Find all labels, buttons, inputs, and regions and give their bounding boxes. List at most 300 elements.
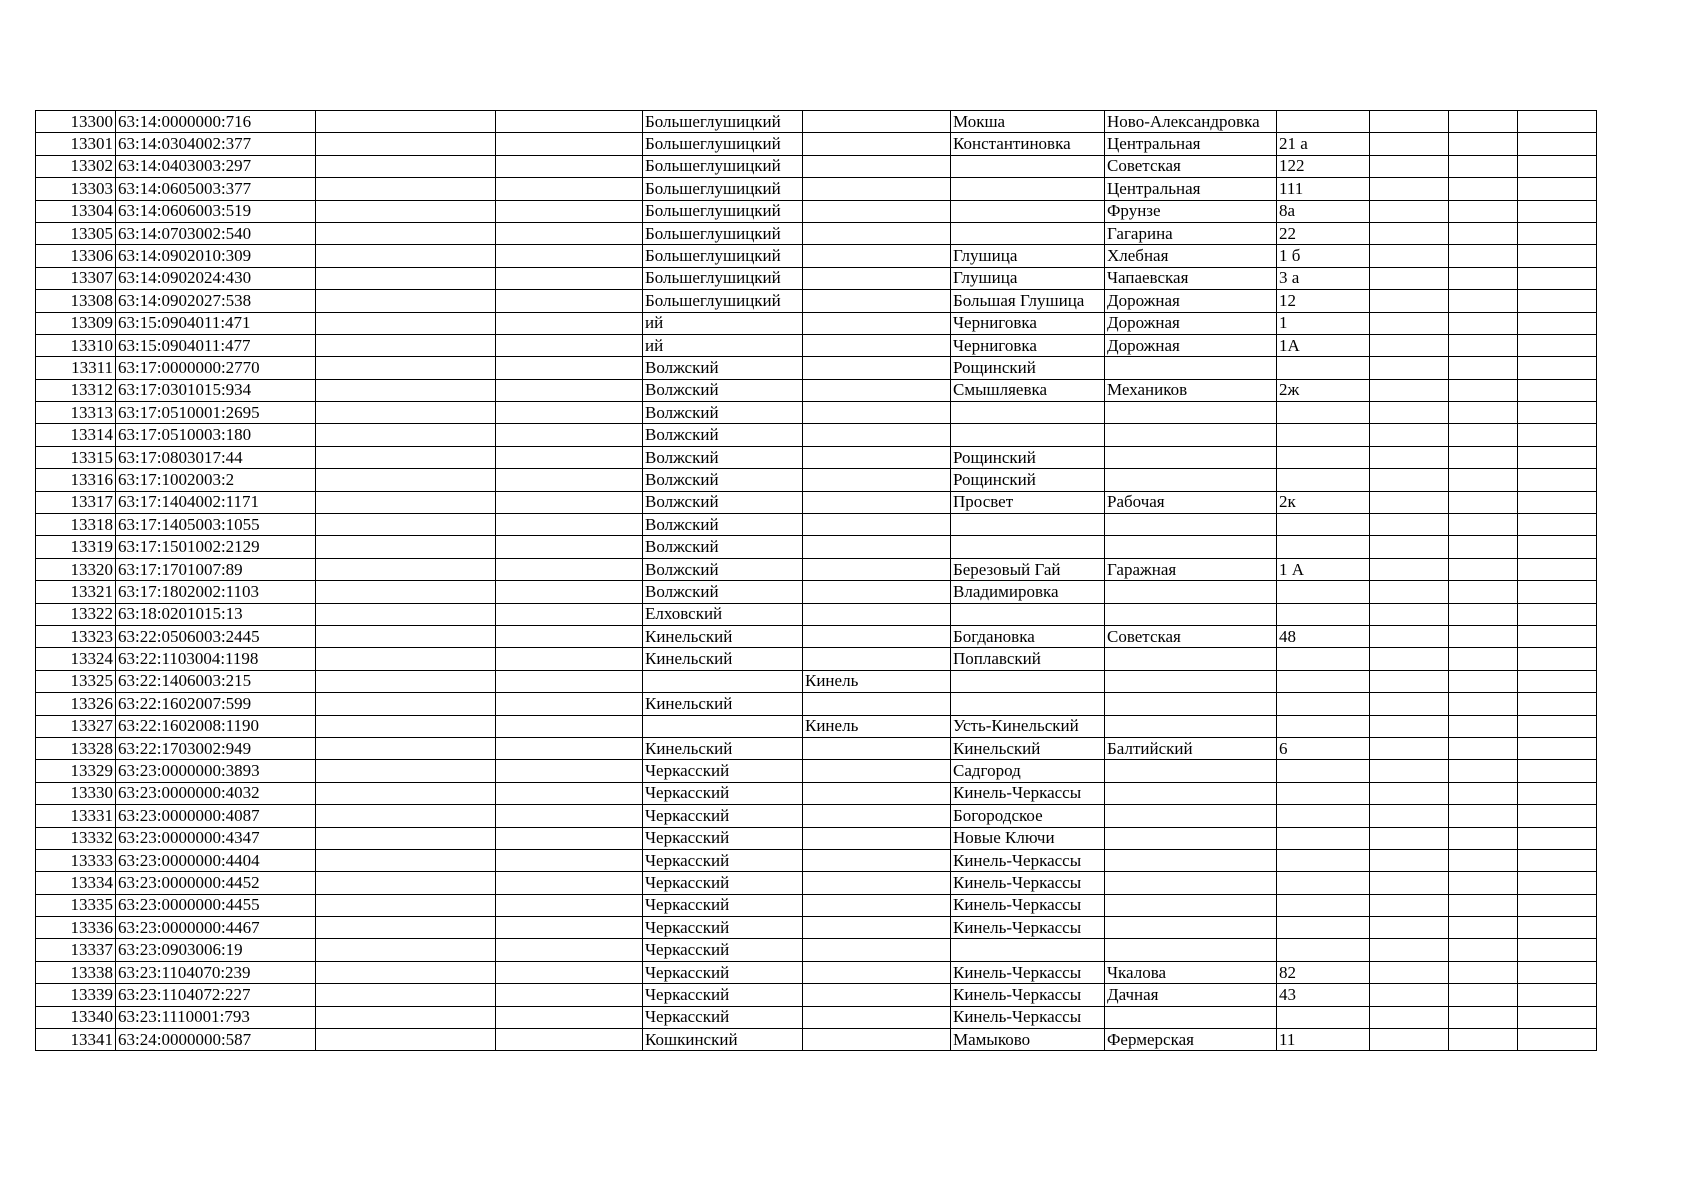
row-number-cell: 13336 <box>36 917 116 939</box>
empty-cell-a <box>316 693 496 715</box>
street-cell <box>1105 402 1277 424</box>
empty-cell-c <box>1370 514 1449 536</box>
table-row <box>36 1029 1597 1051</box>
locality-cell: Рощинский <box>951 446 1105 468</box>
table-row <box>36 872 1597 894</box>
empty-cell-e <box>1518 984 1597 1006</box>
empty-cell-c <box>1370 1029 1449 1051</box>
street-cell <box>1105 469 1277 491</box>
house-cell: 1 А <box>1277 558 1370 580</box>
empty-cell-b <box>496 446 643 468</box>
row-number-cell: 13317 <box>36 491 116 513</box>
table-row <box>36 961 1597 983</box>
row-number-cell: 13330 <box>36 782 116 804</box>
cadastral-number-cell: 63:14:0605003:377 <box>116 178 316 200</box>
city-cell <box>803 1006 951 1028</box>
city-cell <box>803 805 951 827</box>
empty-cell-d <box>1449 760 1518 782</box>
empty-cell-a <box>316 558 496 580</box>
district-cell: Волжский <box>643 536 803 558</box>
locality-cell: Смышляевка <box>951 379 1105 401</box>
empty-cell-b <box>496 603 643 625</box>
street-cell: Дорожная <box>1105 290 1277 312</box>
table-row <box>36 581 1597 603</box>
empty-cell-a <box>316 357 496 379</box>
row-number-cell: 13333 <box>36 849 116 871</box>
empty-cell-d <box>1449 917 1518 939</box>
table-row <box>36 939 1597 961</box>
empty-cell-a <box>316 894 496 916</box>
table-row <box>36 334 1597 356</box>
empty-cell-e <box>1518 625 1597 647</box>
row-number-cell: 13307 <box>36 267 116 289</box>
empty-cell-a <box>316 939 496 961</box>
row-number-cell: 13306 <box>36 245 116 267</box>
row-number-cell: 13340 <box>36 1006 116 1028</box>
table-row <box>36 603 1597 625</box>
empty-cell-a <box>316 670 496 692</box>
city-cell <box>803 939 951 961</box>
empty-cell-c <box>1370 357 1449 379</box>
empty-cell-e <box>1518 917 1597 939</box>
city-cell <box>803 514 951 536</box>
empty-cell-c <box>1370 469 1449 491</box>
locality-cell: Черниговка <box>951 312 1105 334</box>
empty-cell-e <box>1518 424 1597 446</box>
locality-cell: Новые Ключи <box>951 827 1105 849</box>
house-cell <box>1277 514 1370 536</box>
house-cell <box>1277 581 1370 603</box>
empty-cell-d <box>1449 693 1518 715</box>
empty-cell-b <box>496 178 643 200</box>
cadastral-number-cell: 63:24:0000000:587 <box>116 1029 316 1051</box>
empty-cell-a <box>316 469 496 491</box>
table-row <box>36 984 1597 1006</box>
street-cell <box>1105 514 1277 536</box>
empty-cell-d <box>1449 581 1518 603</box>
cadastral-number-cell: 63:17:0510001:2695 <box>116 402 316 424</box>
city-cell <box>803 1029 951 1051</box>
locality-cell: Глушица <box>951 267 1105 289</box>
cadastral-number-cell: 63:17:1701007:89 <box>116 558 316 580</box>
empty-cell-a <box>316 446 496 468</box>
empty-cell-b <box>496 961 643 983</box>
street-cell <box>1105 1006 1277 1028</box>
house-cell <box>1277 894 1370 916</box>
house-cell <box>1277 424 1370 446</box>
table-row <box>36 133 1597 155</box>
table-row <box>36 245 1597 267</box>
district-cell: Большеглушицкий <box>643 133 803 155</box>
district-cell: Большеглушицкий <box>643 267 803 289</box>
district-cell: Черкасский <box>643 805 803 827</box>
locality-cell: Кинель-Черкассы <box>951 872 1105 894</box>
city-cell <box>803 894 951 916</box>
empty-cell-d <box>1449 267 1518 289</box>
empty-cell-d <box>1449 402 1518 424</box>
row-number-cell: 13332 <box>36 827 116 849</box>
empty-cell-e <box>1518 536 1597 558</box>
locality-cell: Мамыково <box>951 1029 1105 1051</box>
empty-cell-d <box>1449 536 1518 558</box>
house-cell: 111 <box>1277 178 1370 200</box>
locality-cell <box>951 514 1105 536</box>
empty-cell-e <box>1518 133 1597 155</box>
empty-cell-d <box>1449 379 1518 401</box>
empty-cell-a <box>316 402 496 424</box>
street-cell <box>1105 827 1277 849</box>
district-cell: Черкасский <box>643 782 803 804</box>
table-row <box>36 312 1597 334</box>
cadastral-number-cell: 63:17:0510003:180 <box>116 424 316 446</box>
empty-cell-e <box>1518 111 1597 133</box>
locality-cell: Рощинский <box>951 357 1105 379</box>
city-cell <box>803 155 951 177</box>
empty-cell-c <box>1370 648 1449 670</box>
row-number-cell: 13300 <box>36 111 116 133</box>
city-cell <box>803 178 951 200</box>
district-cell: Кинельский <box>643 737 803 759</box>
table-row <box>36 849 1597 871</box>
empty-cell-c <box>1370 379 1449 401</box>
empty-cell-d <box>1449 603 1518 625</box>
city-cell <box>803 849 951 871</box>
city-cell <box>803 760 951 782</box>
cadastral-number-cell: 63:23:1110001:793 <box>116 1006 316 1028</box>
district-cell: Волжский <box>643 558 803 580</box>
empty-cell-b <box>496 469 643 491</box>
empty-cell-a <box>316 961 496 983</box>
cadastral-number-cell: 63:17:0803017:44 <box>116 446 316 468</box>
empty-cell-e <box>1518 290 1597 312</box>
table-row <box>36 111 1597 133</box>
street-cell: Гаражная <box>1105 558 1277 580</box>
city-cell <box>803 357 951 379</box>
house-cell <box>1277 402 1370 424</box>
empty-cell-c <box>1370 917 1449 939</box>
city-cell <box>803 200 951 222</box>
district-cell: Волжский <box>643 514 803 536</box>
empty-cell-b <box>496 827 643 849</box>
house-cell <box>1277 469 1370 491</box>
empty-cell-e <box>1518 581 1597 603</box>
row-number-cell: 13322 <box>36 603 116 625</box>
city-cell <box>803 245 951 267</box>
empty-cell-e <box>1518 1029 1597 1051</box>
city-cell <box>803 917 951 939</box>
row-number-cell: 13314 <box>36 424 116 446</box>
empty-cell-e <box>1518 402 1597 424</box>
empty-cell-c <box>1370 603 1449 625</box>
table-row <box>36 693 1597 715</box>
empty-cell-d <box>1449 491 1518 513</box>
city-cell <box>803 312 951 334</box>
locality-cell: Просвет <box>951 491 1105 513</box>
empty-cell-b <box>496 760 643 782</box>
row-number-cell: 13313 <box>36 402 116 424</box>
empty-cell-c <box>1370 581 1449 603</box>
house-cell: 12 <box>1277 290 1370 312</box>
city-cell <box>803 379 951 401</box>
empty-cell-d <box>1449 939 1518 961</box>
street-cell: Дорожная <box>1105 334 1277 356</box>
street-cell <box>1105 693 1277 715</box>
empty-cell-a <box>316 424 496 446</box>
table-row <box>36 648 1597 670</box>
empty-cell-b <box>496 402 643 424</box>
house-cell: 2ж <box>1277 379 1370 401</box>
empty-cell-d <box>1449 469 1518 491</box>
table-row <box>36 379 1597 401</box>
empty-cell-e <box>1518 155 1597 177</box>
district-cell: Большеглушицкий <box>643 290 803 312</box>
street-cell: Рабочая <box>1105 491 1277 513</box>
house-cell: 2к <box>1277 491 1370 513</box>
district-cell: Волжский <box>643 424 803 446</box>
row-number-cell: 13319 <box>36 536 116 558</box>
cadastral-number-cell: 63:14:0902027:538 <box>116 290 316 312</box>
street-cell <box>1105 805 1277 827</box>
empty-cell-b <box>496 491 643 513</box>
row-number-cell: 13318 <box>36 514 116 536</box>
house-cell: 82 <box>1277 961 1370 983</box>
locality-cell: Кинель-Черкассы <box>951 917 1105 939</box>
city-cell <box>803 693 951 715</box>
district-cell: Черкасский <box>643 917 803 939</box>
locality-cell: Кинель-Черкассы <box>951 984 1105 1006</box>
city-cell <box>803 984 951 1006</box>
locality-cell: Кинель-Черкассы <box>951 849 1105 871</box>
data-table <box>35 110 1597 1051</box>
cadastral-number-cell: 63:17:0000000:2770 <box>116 357 316 379</box>
empty-cell-d <box>1449 648 1518 670</box>
house-cell: 1А <box>1277 334 1370 356</box>
district-cell: Большеглушицкий <box>643 245 803 267</box>
empty-cell-c <box>1370 290 1449 312</box>
row-number-cell: 13325 <box>36 670 116 692</box>
district-cell: Волжский <box>643 402 803 424</box>
street-cell <box>1105 603 1277 625</box>
empty-cell-d <box>1449 894 1518 916</box>
district-cell: Волжский <box>643 357 803 379</box>
district-cell: Волжский <box>643 491 803 513</box>
house-cell: 8а <box>1277 200 1370 222</box>
row-number-cell: 13331 <box>36 805 116 827</box>
empty-cell-b <box>496 290 643 312</box>
empty-cell-a <box>316 111 496 133</box>
empty-cell-c <box>1370 737 1449 759</box>
street-cell <box>1105 760 1277 782</box>
empty-cell-c <box>1370 424 1449 446</box>
house-cell: 43 <box>1277 984 1370 1006</box>
city-cell <box>803 111 951 133</box>
empty-cell-a <box>316 625 496 647</box>
empty-cell-c <box>1370 872 1449 894</box>
empty-cell-e <box>1518 200 1597 222</box>
city-cell <box>803 491 951 513</box>
table-row <box>36 782 1597 804</box>
city-cell <box>803 267 951 289</box>
table-row <box>36 424 1597 446</box>
empty-cell-e <box>1518 849 1597 871</box>
cadastral-number-cell: 63:18:0201015:13 <box>116 603 316 625</box>
empty-cell-c <box>1370 693 1449 715</box>
city-cell <box>803 402 951 424</box>
house-cell <box>1277 111 1370 133</box>
empty-cell-b <box>496 648 643 670</box>
empty-cell-b <box>496 849 643 871</box>
empty-cell-a <box>316 379 496 401</box>
empty-cell-a <box>316 782 496 804</box>
empty-cell-d <box>1449 245 1518 267</box>
locality-cell: Большая Глушица <box>951 290 1105 312</box>
empty-cell-a <box>316 984 496 1006</box>
locality-cell: Кинель-Черкассы <box>951 894 1105 916</box>
cadastral-number-cell: 63:14:0304002:377 <box>116 133 316 155</box>
street-cell: Фрунзе <box>1105 200 1277 222</box>
empty-cell-e <box>1518 446 1597 468</box>
cadastral-number-cell: 63:17:1405003:1055 <box>116 514 316 536</box>
cadastral-number-cell: 63:23:0000000:3893 <box>116 760 316 782</box>
table-row <box>36 469 1597 491</box>
row-number-cell: 13303 <box>36 178 116 200</box>
district-cell: Волжский <box>643 469 803 491</box>
locality-cell: Мокша <box>951 111 1105 133</box>
empty-cell-a <box>316 200 496 222</box>
locality-cell <box>951 939 1105 961</box>
empty-cell-d <box>1449 222 1518 244</box>
empty-cell-a <box>316 133 496 155</box>
street-cell: Гагарина <box>1105 222 1277 244</box>
locality-cell: Константиновка <box>951 133 1105 155</box>
empty-cell-e <box>1518 760 1597 782</box>
cadastral-number-cell: 63:17:1802002:1103 <box>116 581 316 603</box>
empty-cell-c <box>1370 267 1449 289</box>
cadastral-number-cell: 63:23:0000000:4347 <box>116 827 316 849</box>
street-cell: Центральная <box>1105 133 1277 155</box>
row-number-cell: 13338 <box>36 961 116 983</box>
empty-cell-c <box>1370 894 1449 916</box>
empty-cell-b <box>496 514 643 536</box>
district-cell: Черкасский <box>643 760 803 782</box>
house-cell <box>1277 693 1370 715</box>
row-number-cell: 13339 <box>36 984 116 1006</box>
district-cell: Елховский <box>643 603 803 625</box>
city-cell <box>803 446 951 468</box>
empty-cell-d <box>1449 111 1518 133</box>
district-cell: Кинельский <box>643 625 803 647</box>
row-number-cell: 13315 <box>36 446 116 468</box>
empty-cell-b <box>496 917 643 939</box>
empty-cell-e <box>1518 670 1597 692</box>
table-row <box>36 200 1597 222</box>
table-row <box>36 446 1597 468</box>
empty-cell-e <box>1518 558 1597 580</box>
house-cell <box>1277 715 1370 737</box>
empty-cell-a <box>316 155 496 177</box>
table-row <box>36 894 1597 916</box>
empty-cell-d <box>1449 984 1518 1006</box>
table-row <box>36 805 1597 827</box>
cadastral-number-cell: 63:22:1406003:215 <box>116 670 316 692</box>
district-cell <box>643 715 803 737</box>
locality-cell <box>951 200 1105 222</box>
empty-cell-e <box>1518 491 1597 513</box>
table-row <box>36 267 1597 289</box>
cadastral-number-cell: 63:15:0904011:477 <box>116 334 316 356</box>
cadastral-number-cell: 63:22:0506003:2445 <box>116 625 316 647</box>
street-cell <box>1105 917 1277 939</box>
table-row <box>36 670 1597 692</box>
row-number-cell: 13326 <box>36 693 116 715</box>
table-row <box>36 178 1597 200</box>
empty-cell-c <box>1370 334 1449 356</box>
row-number-cell: 13320 <box>36 558 116 580</box>
empty-cell-e <box>1518 961 1597 983</box>
table-row <box>36 827 1597 849</box>
city-cell <box>803 469 951 491</box>
empty-cell-e <box>1518 334 1597 356</box>
empty-cell-d <box>1449 424 1518 446</box>
house-cell: 3 а <box>1277 267 1370 289</box>
empty-cell-d <box>1449 849 1518 871</box>
district-cell: Большеглушицкий <box>643 178 803 200</box>
empty-cell-d <box>1449 737 1518 759</box>
empty-cell-e <box>1518 872 1597 894</box>
empty-cell-a <box>316 760 496 782</box>
empty-cell-c <box>1370 782 1449 804</box>
table-body <box>36 111 1597 1051</box>
locality-cell: Березовый Гай <box>951 558 1105 580</box>
empty-cell-c <box>1370 491 1449 513</box>
row-number-cell: 13334 <box>36 872 116 894</box>
empty-cell-e <box>1518 469 1597 491</box>
empty-cell-c <box>1370 133 1449 155</box>
cadastral-number-cell: 63:14:0000000:716 <box>116 111 316 133</box>
street-cell <box>1105 581 1277 603</box>
city-cell <box>803 625 951 647</box>
row-number-cell: 13316 <box>36 469 116 491</box>
cadastral-number-cell: 63:23:0000000:4032 <box>116 782 316 804</box>
street-cell <box>1105 894 1277 916</box>
cadastral-number-cell: 63:23:0000000:4467 <box>116 917 316 939</box>
locality-cell <box>951 693 1105 715</box>
cadastral-number-cell: 63:22:1103004:1198 <box>116 648 316 670</box>
empty-cell-d <box>1449 1029 1518 1051</box>
empty-cell-c <box>1370 402 1449 424</box>
district-cell: Волжский <box>643 581 803 603</box>
cadastral-number-cell: 63:17:1501002:2129 <box>116 536 316 558</box>
table-row <box>36 625 1597 647</box>
locality-cell <box>951 603 1105 625</box>
district-cell: Большеглушицкий <box>643 200 803 222</box>
table-row <box>36 514 1597 536</box>
empty-cell-c <box>1370 558 1449 580</box>
table-row <box>36 222 1597 244</box>
street-cell: Чапаевская <box>1105 267 1277 289</box>
empty-cell-c <box>1370 984 1449 1006</box>
row-number-cell: 13335 <box>36 894 116 916</box>
empty-cell-c <box>1370 536 1449 558</box>
empty-cell-e <box>1518 222 1597 244</box>
locality-cell <box>951 402 1105 424</box>
locality-cell: Поплавский <box>951 648 1105 670</box>
street-cell: Ново-Александровка <box>1105 111 1277 133</box>
empty-cell-e <box>1518 693 1597 715</box>
street-cell <box>1105 872 1277 894</box>
empty-cell-b <box>496 625 643 647</box>
empty-cell-a <box>316 312 496 334</box>
